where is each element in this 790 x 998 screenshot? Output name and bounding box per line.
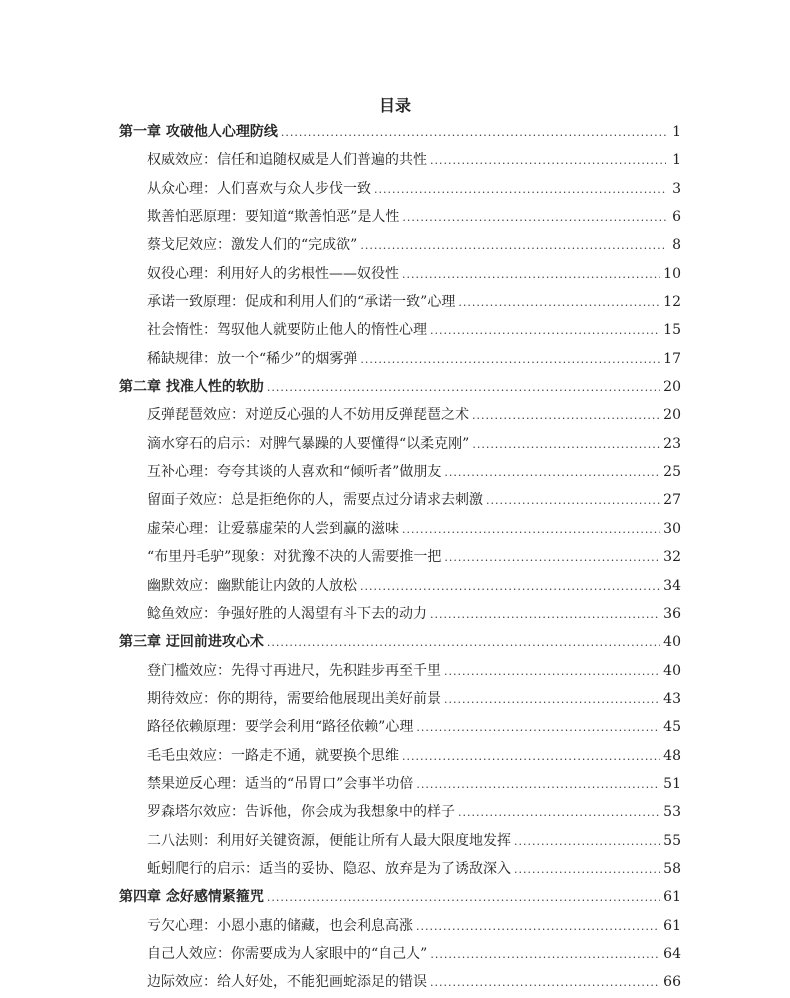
toc-section-entry[interactable] (119, 912, 681, 940)
dot-leader (430, 941, 660, 969)
dot-leader (416, 771, 660, 799)
toc-entry-label: 期待效应：你的期待，需要给他展现出美好前景 (147, 690, 441, 707)
toc-entry-label: 奴役心理：利用好人的劣根性——奴役性 (147, 265, 399, 282)
toc-chapter-entry[interactable] (119, 628, 681, 656)
dot-leader (514, 856, 660, 884)
toc-section-entry[interactable] (119, 316, 681, 344)
toc-section-entry[interactable] (119, 401, 681, 429)
toc-section-entry[interactable] (119, 515, 681, 543)
dot-leader (430, 147, 666, 175)
toc-page-number: 40 (663, 634, 681, 651)
toc-page-number: 51 (663, 775, 681, 792)
dot-leader (267, 629, 660, 657)
toc-page-number: 43 (663, 690, 681, 707)
toc-entry-label: 幽默效应：幽默能让内敛的人放松 (147, 577, 357, 594)
dot-leader (472, 431, 660, 459)
toc-section-entry[interactable] (119, 175, 681, 203)
dot-leader (267, 374, 660, 402)
toc-section-entry[interactable] (119, 685, 681, 713)
dot-leader (458, 289, 660, 317)
toc-section-entry[interactable] (119, 770, 681, 798)
toc-page-number: 15 (663, 322, 681, 339)
toc-entry-label: 自己人效应：你需要成为人家眼中的“自己人” (147, 945, 428, 962)
toc-entry-label: 路径依赖原理：要学会利用“路径依赖”心理 (147, 719, 414, 736)
toc-page-number: 32 (663, 549, 681, 566)
toc-chapter-entry[interactable] (119, 883, 681, 911)
toc-section-entry[interactable] (119, 288, 681, 316)
dot-leader (458, 799, 660, 827)
toc-entry-label: 第一章 攻破他人心理防线 (119, 124, 278, 140)
toc-entry-label: 蚯蚓爬行的启示：适当的妥协、隐忍、放弃是为了诱敌深入 (147, 860, 511, 877)
toc-page-number: 36 (663, 605, 681, 622)
toc-section-entry[interactable] (119, 345, 681, 373)
dot-leader (444, 686, 660, 714)
toc-section-entry[interactable] (119, 798, 681, 826)
dot-leader (374, 176, 666, 204)
toc-page-number: 8 (672, 237, 681, 254)
toc-entry-label: 登门槛效应：先得寸再进尺，先积跬步再至千里 (147, 662, 441, 679)
dot-leader (281, 119, 666, 147)
toc-entry-label: 欺善怕恶原理：要知道“欺善怕恶”是人性 (147, 209, 400, 226)
dot-leader (402, 261, 660, 289)
toc-page-number: 1 (672, 124, 681, 140)
toc-entry-label: 罗森塔尔效应：告诉他，你会成为我想象中的样子 (147, 804, 455, 821)
dot-leader (430, 317, 660, 345)
toc-page-number: 55 (663, 832, 681, 849)
toc-page-number: 66 (663, 974, 681, 991)
dot-leader (486, 487, 660, 515)
toc-page-number: 34 (663, 577, 681, 594)
toc-entry-label: 第四章 念好感情紧箍咒 (119, 889, 264, 906)
toc-entry-label: 反弹琵琶效应：对逆反心强的人不妨用反弹琵琶之术 (147, 407, 469, 424)
dot-leader (416, 714, 660, 742)
toc-section-entry[interactable] (119, 713, 681, 741)
toc-entry-label: 第三章 迂回前进攻心术 (119, 634, 264, 651)
toc-chapter-entry[interactable] (119, 373, 681, 401)
toc-section-entry[interactable] (119, 855, 681, 883)
toc-entry-label: “布里丹毛驴”现象：对犹豫不决的人需要推一把 (147, 549, 442, 566)
toc-entry-label: 二八法则：利用好关键资源，便能让所有人最大限度地发挥 (147, 832, 511, 849)
toc-page-number: 53 (663, 804, 681, 821)
toc-section-entry[interactable] (119, 486, 681, 514)
dot-leader (514, 828, 660, 856)
toc-entry-label: 互补心理：夸夸其谈的人喜欢和“倾听者”做朋友 (147, 464, 442, 481)
dot-leader (430, 601, 660, 629)
toc-page-number: 25 (663, 464, 681, 481)
toc-section-entry[interactable] (119, 968, 681, 996)
toc-chapter-entry[interactable] (119, 118, 681, 146)
toc-section-entry[interactable] (119, 572, 681, 600)
toc-section-entry[interactable] (119, 657, 681, 685)
toc-entry-label: 第二章 找准人性的软肋 (119, 379, 264, 396)
toc-page-number: 61 (663, 917, 681, 934)
dot-leader (402, 516, 660, 544)
toc-page-number: 12 (663, 294, 681, 311)
toc-section-entry[interactable] (119, 458, 681, 486)
toc-page-number: 27 (663, 492, 681, 509)
toc-page-number: 10 (663, 265, 681, 282)
dot-leader (472, 402, 660, 430)
dot-leader (360, 346, 660, 374)
toc-title: 目录 (378, 96, 411, 115)
toc-entry-label: 禁果逆反心理：适当的“吊胃口”会事半功倍 (147, 775, 414, 792)
toc-section-entry[interactable] (119, 231, 681, 259)
toc-entry-label: 社会惰性：驾驭他人就要防止他人的惰性心理 (147, 322, 427, 339)
toc-entry-label: 边际效应：给人好处，不能犯画蛇添足的错误 (147, 974, 427, 991)
toc-section-entry[interactable] (119, 430, 681, 458)
toc-page-number: 3 (672, 180, 681, 197)
toc-entry-label: 鲶鱼效应：争强好胜的人渴望有斗下去的动力 (147, 605, 427, 622)
toc-page-number: 61 (663, 889, 681, 906)
toc-entry-label: 亏欠心理：小恩小惠的储藏，也会利息高涨 (147, 917, 413, 934)
dot-leader (444, 544, 660, 572)
toc-entry-label: 蔡戈尼效应：激发人们的“完成欲” (147, 237, 358, 254)
toc-entry-label: 虚荣心理：让爱慕虚荣的人尝到赢的滋味 (147, 520, 399, 537)
toc-page-number: 20 (663, 407, 681, 424)
dot-leader (430, 969, 660, 997)
toc-page-number: 1 (672, 152, 681, 169)
toc-page-number: 58 (663, 860, 681, 877)
toc-entry-label: 权威效应：信任和追随权威是人们普遍的共性 (147, 152, 427, 169)
dot-leader (360, 573, 660, 601)
toc-page-number: 64 (663, 945, 681, 962)
toc-section-entry[interactable] (119, 600, 681, 628)
toc-page-number: 6 (672, 209, 681, 226)
toc-page-number: 20 (663, 379, 681, 396)
toc-section-entry[interactable] (119, 742, 681, 770)
toc-section-entry[interactable] (119, 146, 681, 174)
toc-page-number: 45 (663, 719, 681, 736)
toc-section-entry[interactable] (119, 543, 681, 571)
toc-section-entry[interactable] (119, 827, 681, 855)
dot-leader (444, 459, 660, 487)
toc-section-entry[interactable] (119, 203, 681, 231)
toc-entry-label: 承诺一致原理：促成和利用人们的“承诺一致”心理 (147, 294, 456, 311)
dot-leader (360, 232, 666, 260)
dot-leader (267, 884, 660, 912)
toc-entry-label: 毛毛虫效应：一路走不通，就要换个思维 (147, 747, 399, 764)
toc-list (119, 118, 681, 997)
toc-page-number: 23 (663, 435, 681, 452)
toc-section-entry[interactable] (119, 260, 681, 288)
dot-leader (402, 204, 666, 232)
toc-page-number: 40 (663, 662, 681, 679)
dot-leader (416, 913, 660, 941)
toc-section-entry[interactable] (119, 940, 681, 968)
toc-page-number: 48 (663, 747, 681, 764)
toc-page-number: 17 (663, 350, 681, 367)
dot-leader (402, 743, 660, 771)
toc-entry-label: 稀缺规律：放一个“稀少”的烟雾弹 (147, 350, 358, 367)
dot-leader (444, 658, 660, 686)
toc-entry-label: 留面子效应：总是拒绝你的人，需要点过分请求去刺激 (147, 492, 483, 509)
toc-page-number: 30 (663, 520, 681, 537)
toc-entry-label: 滴水穿石的启示：对脾气暴躁的人要懂得“以柔克刚” (147, 435, 470, 452)
toc-entry-label: 从众心理：人们喜欢与众人步伐一致 (147, 180, 371, 197)
